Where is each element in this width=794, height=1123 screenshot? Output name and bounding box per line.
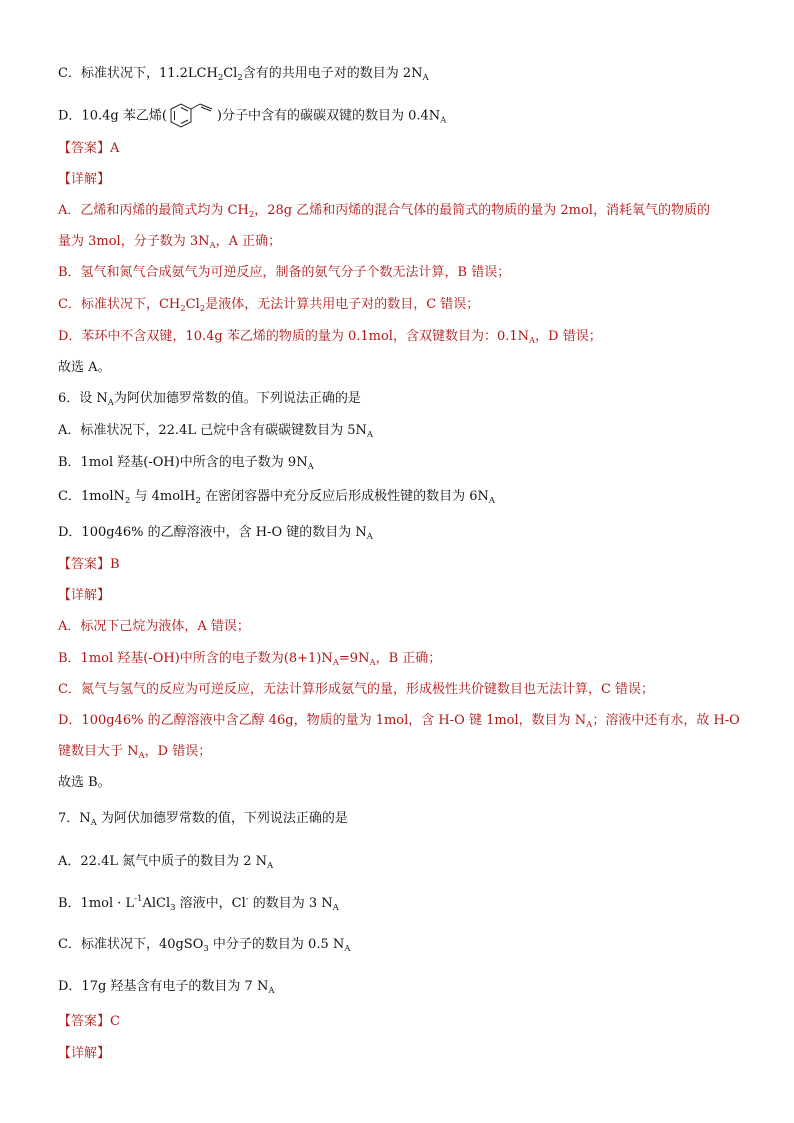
q6-option-b: B．1mol 羟基(-OH)中所含的电子数为 $9N_A$ <box>58 455 314 472</box>
prev-detail-heading: 【详解】 <box>58 172 111 187</box>
q7-answer: 【答案】C <box>58 1014 120 1029</box>
q7-option-b: B．$1mol \cdot L^{-1}AlCl_3$ 溶液中，Cl- 的数目为 3 $N_A$ <box>58 894 339 913</box>
q6-option-d: D．100g46% 的乙醇溶液中，含 H-O 键的数目为 $N_A$ <box>58 525 373 542</box>
q7-option-a: A．22.4L 氮气中质子的数目为 2 $N_A$ <box>58 854 274 871</box>
q7-stem: 7．$N_A$ 为阿伏加德罗常数的值，下列说法正确的是 <box>58 811 348 828</box>
prev-exp-a-line1: A．乙烯和丙烯的最简式均为 $CH_2$，28g 乙烯和丙烯的混合气体的最简式的物质的量为 2mol，消耗氧气的物质的 <box>58 203 710 220</box>
q6-exp-d-line2: 键数目大于 $N_A$，D 错误； <box>58 744 212 761</box>
styrene-structure-icon <box>168 101 216 131</box>
q6-stem: 6．设 $N_A$为阿伏加德罗常数的值。下列说法正确的是 <box>58 391 361 408</box>
q6-exp-b: B．1mol 羟基(-OH)中所含的电子数为$(8+1)N_A=9N_A$，B 正确； <box>58 651 442 668</box>
prev-choose: 故选 A。 <box>58 360 111 375</box>
prev-exp-b: B．氢气和氮气合成氨气为可逆反应，制备的氨气分子个数无法计算，B 错误； <box>58 265 511 280</box>
q6-exp-a: A．标况下己烷为液体，A 错误； <box>58 619 250 634</box>
prev-answer: 【答案】A <box>58 141 120 156</box>
q6-exp-c: C．氮气与氢气的反应为可逆反应，无法计算形成氨气的量，形成极性共价键数目也无法计算，C 错误； <box>58 682 655 697</box>
prev-option-c: C．标准状况下，$11.2LCH_2Cl_2$含有的共用电子对的数目为 $2N_A$ <box>58 66 429 83</box>
q6-detail-heading: 【详解】 <box>58 588 111 603</box>
q6-option-a: A．标准状况下，22.4L 己烷中含有碳碳键数目为 $5N_A$ <box>58 423 374 440</box>
q7-detail-heading: 【详解】 <box>58 1046 111 1061</box>
q6-option-c: C．1molN$_2$ 与 4molH$_2$ 在密闭容器中充分反应后形成极性键的数目为 $6N_A$ <box>58 489 495 506</box>
prev-option-d: D．10.4g 苯乙烯( )分子中含有的碳碳双键的数目为 $0.4N_A$ <box>58 101 446 131</box>
prev-exp-a-line2: 量为 3mol，分子数为 $3N_A$，A 正确； <box>58 234 282 251</box>
q6-exp-d-line1: D．100g46% 的乙醇溶液中含乙醇 46g，物质的量为 1mol，含 H-O 键 1mol，数目为 $N_A$；溶液中还有水，故 H-O <box>58 713 740 730</box>
prev-exp-c: C．标准状况下，$CH_2Cl_2$是液体，无法计算共用电子对的数目，C 错误； <box>58 297 480 314</box>
q6-answer: 【答案】B <box>58 557 120 572</box>
q7-option-c: C．标准状况下，40gSO$_3$ 中分子的数目为 0.5 $N_A$ <box>58 937 351 954</box>
prev-exp-d: D．苯环中不含双键，10.4g 苯乙烯的物质的量为 0.1mol，含双键数目为：$0.1N_A$，D 错误； <box>58 329 602 346</box>
q7-option-d: D．17g 羟基含有电子的数目为 7 $N_A$ <box>58 979 275 996</box>
q6-choose: 故选 B。 <box>58 775 111 790</box>
